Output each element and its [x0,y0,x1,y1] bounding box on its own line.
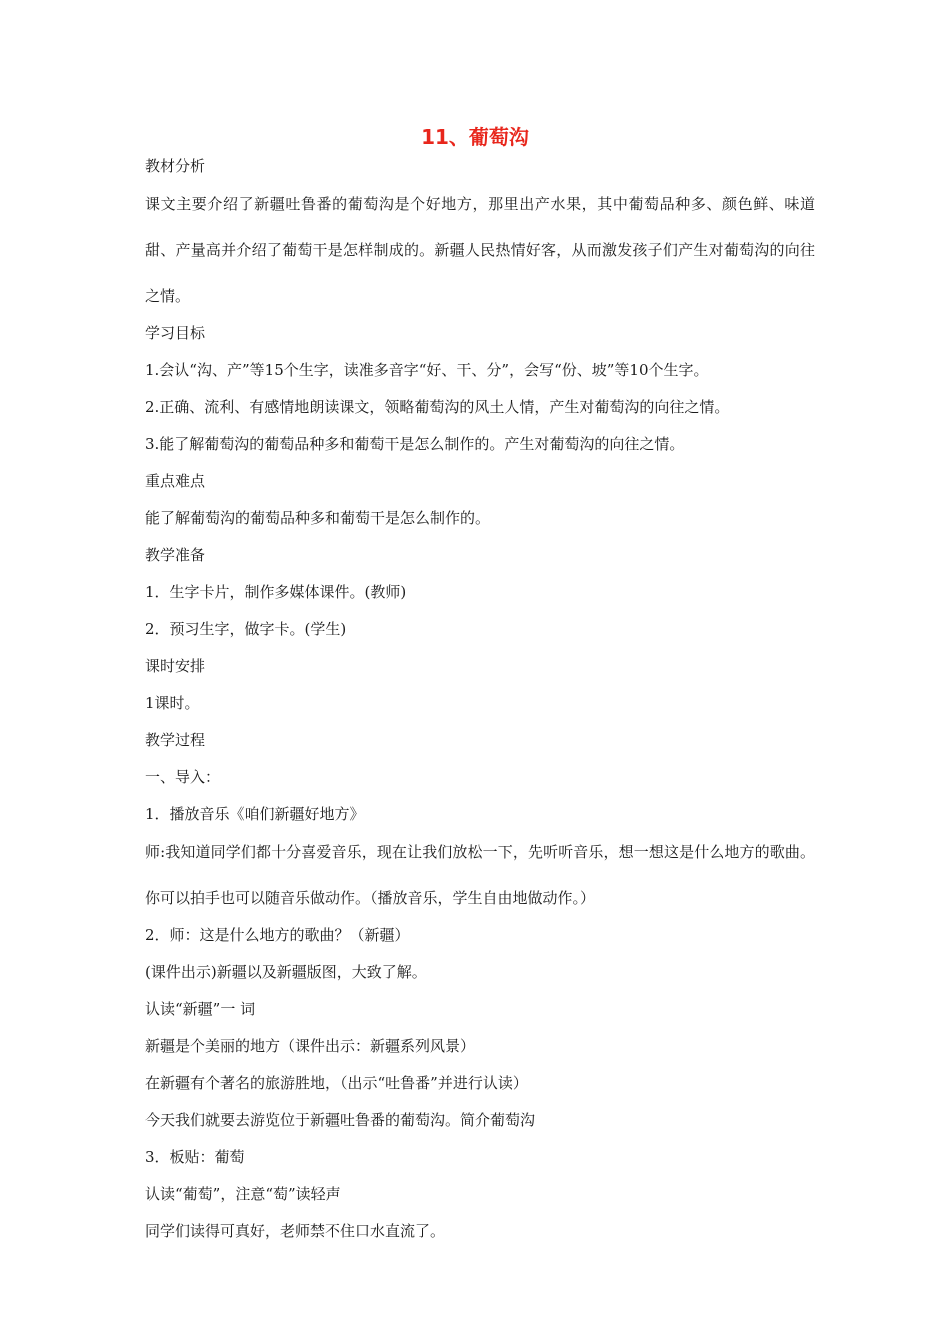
preparation-item-1: 1．生字卡片，制作多媒体课件。(教师) [145,583,407,601]
preparation-item-2: 2．预习生字，做字卡。(学生) [145,620,347,638]
section-heading-process: 教学过程 [145,731,206,749]
process-line-courseware: (课件出示)新疆以及新疆版图，大致了解。 [145,963,427,981]
materials-paragraph: 课文主要介绍了新疆吐鲁番的葡萄沟是个好地方，那里出产水果，其中葡萄品种多、颜色鲜、味道甜、产量高并介绍了葡萄干是怎样制成的。新疆人民热情好客，从而激发孩子们产生对葡萄沟的向往之情。 [145,195,815,305]
document-title: 11、葡萄沟 [421,125,529,149]
section-heading-key-points: 重点难点 [145,472,206,490]
process-step-intro: 一、导入： [145,768,221,786]
process-line-scenery: 新疆是个美丽的地方（课件出示：新疆系列风景） [145,1037,476,1055]
process-line-closing: 同学们读得可真好，老师禁不住口水直流了。 [145,1222,446,1240]
section-heading-preparation: 教学准备 [145,546,206,564]
process-line-turpan: 在新疆有个著名的旅游胜地，（出示“吐鲁番”并进行认读） [145,1074,528,1092]
goal-item-2: 2.正确、流利、有感情地朗读课文，领略葡萄沟的风土人情，产生对葡萄沟的向往之情。 [145,398,730,416]
section-heading-goals: 学习目标 [145,324,206,342]
section-heading-materials: 教材分析 [145,157,206,175]
process-line-read-grape: 认读“葡萄”，注意“萄”读轻声 [145,1185,341,1203]
goal-item-3: 3.能了解葡萄沟的葡萄品种多和葡萄干是怎么制作的。产生对葡萄沟的向往之情。 [145,435,685,453]
teacher-paragraph: 师:我知道同学们都十分喜爱音乐，现在让我们放松一下，先听听音乐，想一想这是什么地方的歌曲。你可以拍手也可以随音乐做动作。（播放音乐，学生自由地做动作。） [145,843,815,907]
key-points-text: 能了解葡萄沟的葡萄品种多和葡萄干是怎么制作的。 [145,509,491,527]
process-item-1: 1．播放音乐《咱们新疆好地方》 [145,805,365,823]
document-body [145,148,815,1250]
process-item-3: 3．板贴：葡萄 [145,1148,245,1166]
schedule-text: 1课时。 [145,694,200,712]
goal-item-1: 1.会认“沟、产”等15个生字，读准多音字“好、干、分”，会写“份、坡”等10个生字。 [145,361,709,379]
process-line-read-xinjiang: 认读“新疆”一 词 [145,1000,256,1018]
section-heading-schedule: 课时安排 [145,657,206,675]
process-item-2: 2．师：这是什么地方的歌曲？（新疆） [145,926,410,944]
process-line-grape-valley: 今天我们就要去游览位于新疆吐鲁番的葡萄沟。简介葡萄沟 [145,1111,536,1129]
